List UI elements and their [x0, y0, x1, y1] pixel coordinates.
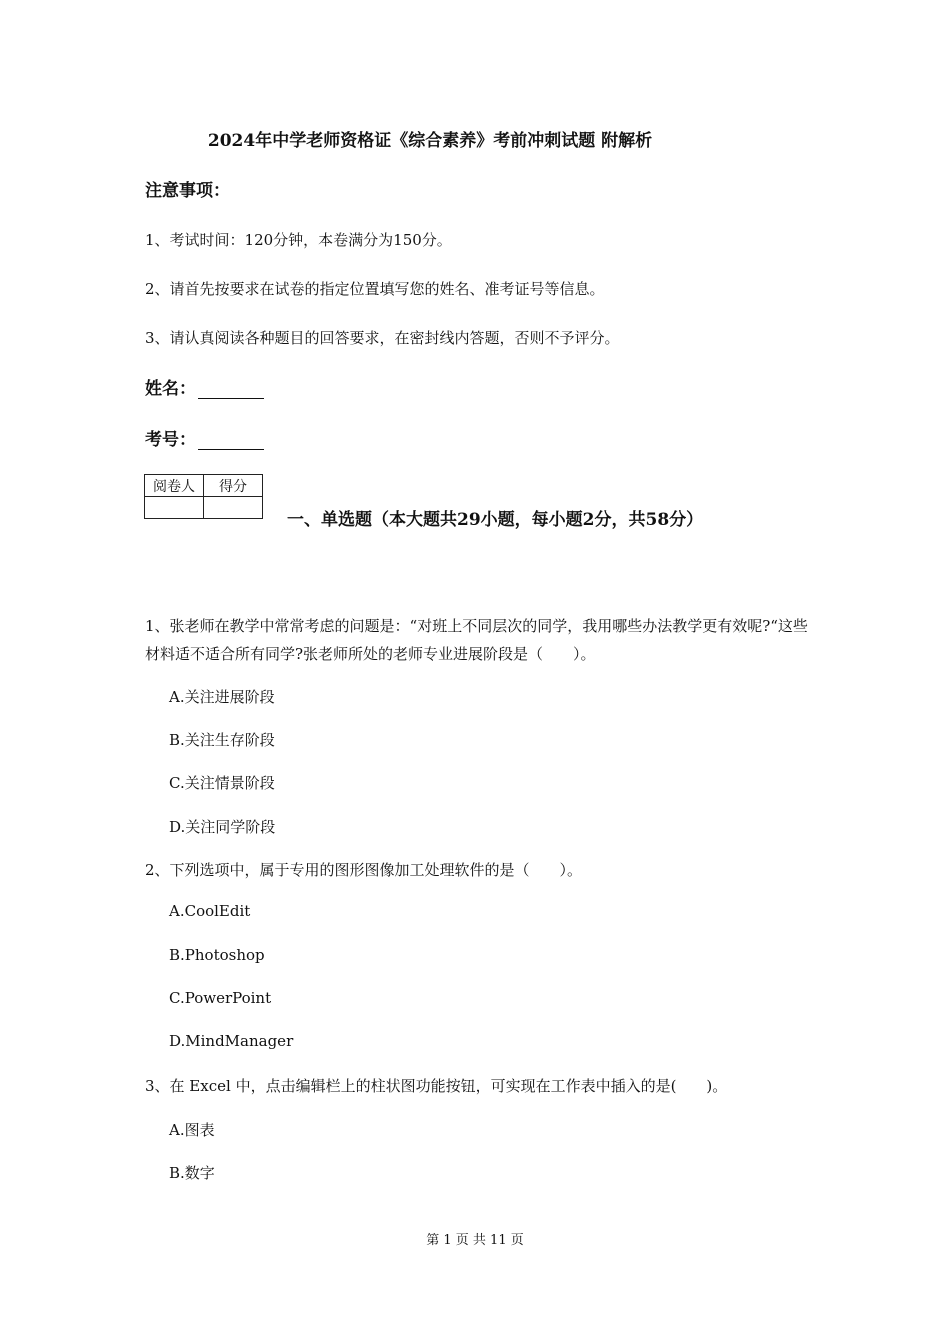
notice-item: 3、请认真阅读各种题目的回答要求，在密封线内答题，否则不予评分。: [145, 329, 620, 347]
option[interactable]: C.关注情景阶段: [169, 774, 275, 792]
exam-id-field[interactable]: [145, 425, 264, 450]
name-field[interactable]: [145, 374, 264, 399]
option[interactable]: A.CoolEdit: [169, 902, 251, 920]
option[interactable]: B.关注生存阶段: [169, 731, 275, 749]
question-stem: 2、下列选项中，属于专用的图形图像加工处理软件的是（ ）。: [145, 861, 583, 879]
notice-item: 2、请首先按要求在试卷的指定位置填写您的姓名、准考证号等信息。: [145, 280, 605, 298]
name-blank[interactable]: [198, 380, 264, 399]
exam-id-label: 考号：: [145, 430, 196, 450]
question-stem: 1、张老师在教学中常常考虑的问题是：“对班上不同层次的同学，我用哪些办法教学更有效呢?“这些材料适不适合所有同学?张老师所处的老师专业进展阶段是（ ）。: [145, 617, 808, 663]
page-title: 2024年中学老师资格证《综合素养》考前冲刺试题 附解析: [207, 131, 653, 151]
notice-heading: 注意事项：: [145, 181, 230, 201]
option[interactable]: D.关注同学阶段: [169, 818, 276, 836]
notice-item: 1、考试时间：120分钟，本卷满分为150分。: [145, 231, 452, 249]
section-title: 一、单选题（本大题共29小题，每小题2分，共58分）: [287, 510, 704, 530]
exam-id-blank[interactable]: [198, 431, 264, 450]
option[interactable]: B.Photoshop: [169, 946, 265, 964]
page-footer: 第 1 页 共 11 页: [426, 1233, 524, 1248]
name-label: 姓名：: [145, 379, 196, 399]
score-cell[interactable]: [204, 497, 263, 519]
score-table: [144, 474, 263, 519]
option[interactable]: A.关注进展阶段: [169, 688, 275, 706]
grader-header: 阅卷人: [145, 475, 204, 497]
grader-cell[interactable]: [145, 497, 204, 519]
score-header: 得分: [204, 475, 263, 497]
option[interactable]: A.图表: [169, 1121, 215, 1139]
option[interactable]: C.PowerPoint: [169, 989, 272, 1007]
option[interactable]: B.数字: [169, 1164, 215, 1182]
question-stem: 3、在 Excel 中，点击编辑栏上的柱状图功能按钮，可实现在工作表中插入的是( )。: [145, 1077, 728, 1095]
option[interactable]: D.MindManager: [169, 1032, 294, 1050]
